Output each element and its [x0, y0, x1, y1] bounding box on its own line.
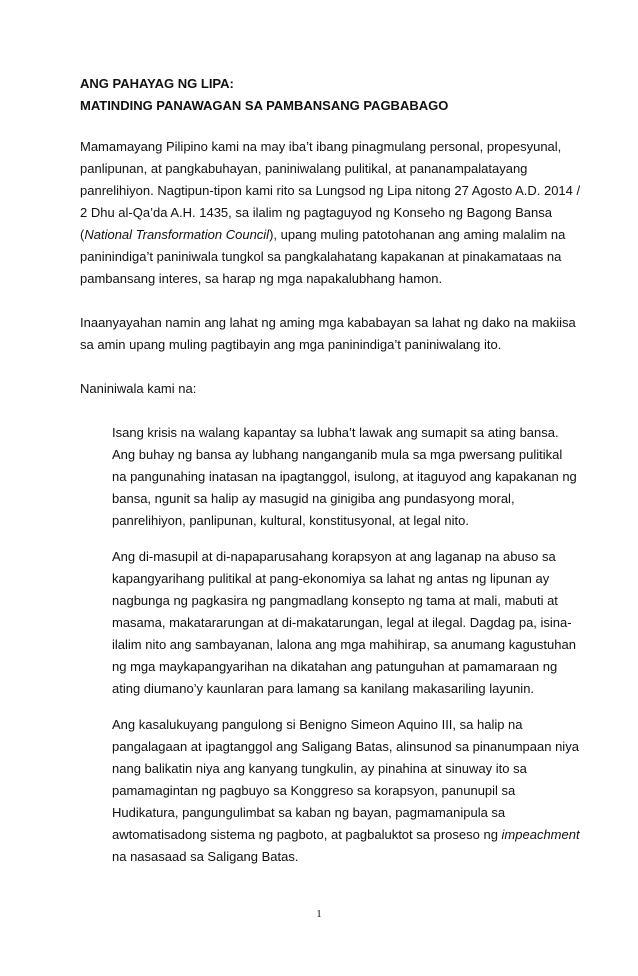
text-fragment: awtomatisadong sistema ng pagboto, at pagbaluktot sa proseso ng: [112, 827, 502, 842]
italic-council-name: National Transformation Council: [84, 227, 270, 242]
intro-paragraph: [80, 136, 581, 290]
text-line: sa amin upang muling pagtibayin ang mga paninindiga’t paniniwalang ito.: [80, 337, 502, 352]
text-line: Ang buhay ng bansa ay lubhang nanganganib mula sa mga pwersang pulitikal: [112, 447, 563, 462]
text-line: pangalagaan at ipagtanggol ang Saligang Batas, alinsunod sa pinanumpaan niya: [112, 739, 579, 754]
text-line: Ang di-masupil at di-napaparusahang korapsyon at ang laganap na abuso sa: [112, 549, 556, 564]
invitation-paragraph: [80, 312, 576, 356]
president-paragraph: [112, 714, 580, 868]
text-line: ng mga maykapangyarihan na dikatahan ang patunguhan at pamamaraan ng: [112, 659, 558, 674]
text-line: [112, 824, 580, 846]
text-fragment: (: [80, 227, 85, 242]
text-line: paninindiga’t paniniwala tungkol sa pangkalahatang kapakanan at pinakamataas na: [80, 249, 562, 264]
text-line: Hudikatura, pangungulimbat sa kaban ng bayan, pagmamanipula sa: [112, 805, 506, 820]
text-line: bansa, ngunit sa halip ay masugid na ginigiba ang pundasyong moral,: [112, 491, 515, 506]
page-number: 1: [316, 908, 322, 920]
text-line: panlipunan, at pangkabuhayan, paniniwalang pulitikal, at pananampalatayang: [80, 161, 528, 176]
text-line: na pangunahing inatasan na ipagtanggol, isulong, at itaguyod ang kapakanan ng: [112, 469, 577, 484]
text-line: nang balikatin niya ang kanyang tungkulin, ay pinahina at sinuway ito sa: [112, 761, 527, 776]
document-title-line-1: ANG PAHAYAG NG LIPA:: [80, 76, 234, 91]
text-line: Mamamayang Pilipino kami na may iba’t ibang pinagmulang personal, propesyunal,: [80, 139, 562, 154]
text-line: ating diumano’y kaunlaran para lamang sa kanilang makasariling layunin.: [112, 681, 535, 696]
corruption-paragraph: [112, 546, 576, 700]
text-line: Inaanyayahan namin ang lahat ng aming mga kababayan sa lahat ng dako na makiisa: [80, 315, 576, 330]
text-line: 2 Dhu al-Qa’da A.H. 1435, sa ilalim ng pagtaguyod ng Konseho ng Bagong Bansa: [80, 205, 552, 220]
text-line: Naniniwala kami na:: [80, 381, 197, 396]
text-line: [80, 224, 566, 246]
belief-heading: [80, 378, 562, 400]
italic-impeachment: impeachment: [501, 827, 580, 842]
text-line: ilalim nito ang sambayanan, lalona ang mga mahihirap, sa anumang kagustuhan: [112, 637, 576, 652]
document-title-line-2: MATINDING PANAWAGAN SA PAMBANSANG PAGBABAGO: [80, 98, 449, 113]
text-line: Ang kasalukuyang pangulong si Benigno Simeon Aquino III, sa halip na: [112, 717, 523, 732]
text-line: Isang krisis na walang kapantay sa lubha’t lawak ang sumapit sa ating bansa.: [112, 425, 559, 440]
text-line: na nasasaad sa Saligang Batas.: [112, 849, 299, 864]
text-line: panrelihiyon, panlipunan, kultural, konstitusyonal, at legal nito.: [112, 513, 470, 528]
text-line: panrelihiyon. Nagtipun-tipon kami rito sa Lungsod ng Lipa nitong 27 Agosto A.D. 2014 /: [80, 183, 581, 198]
text-line: nagbunga ng pagkasira ng pangmadlang konsepto ng tama at mali, mabuti at: [112, 593, 558, 608]
text-line: pambansang interes, sa harap ng mga napakalubhang hamon.: [80, 271, 443, 286]
text-fragment: ), upang muling patotohanan ang aming malalim na: [269, 227, 566, 242]
text-line: pamamagintan ng pagbuyo sa Konggreso sa korapsyon, panunupil sa: [112, 783, 516, 798]
text-line: masama, makatararungan at di-makatarungan, legal at ilegal. Dagdag pa, isina-: [112, 615, 572, 630]
crisis-paragraph: [112, 422, 577, 532]
text-line: kapangyarihang pulitikal at pang-ekonomiya sa lahat ng antas ng lipunan ay: [112, 571, 550, 586]
